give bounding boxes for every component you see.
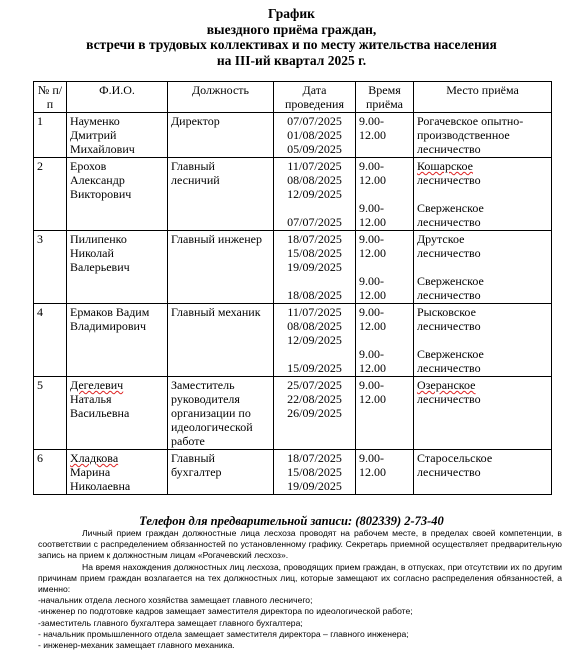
row-position: Главный инженер bbox=[168, 231, 274, 304]
row-fio: Ерохов Александр Викторович bbox=[67, 158, 168, 231]
row-place: Рогачевское опытно- производственное лесничество bbox=[414, 113, 552, 158]
row-position: Заместитель руководителя организации по идеологической работе bbox=[168, 377, 274, 450]
row-num: 5 bbox=[34, 377, 67, 450]
notes-item: -инженер по подготовке кадров замещает заместителя директора по идеологической работе; bbox=[38, 606, 413, 617]
title-line-2: выездного приёма граждан, bbox=[206, 21, 377, 37]
title-line-1: График bbox=[268, 6, 315, 21]
row-fio: Дегелевич Наталья Васильевна bbox=[67, 377, 168, 450]
row-dates: 18/07/2025 15/08/2025 19/09/2025 bbox=[274, 450, 356, 495]
row-num: 1 bbox=[34, 113, 67, 158]
phone-line: Телефон для предварительной записи: (802339) 2-73-40 bbox=[139, 514, 444, 528]
header-time: Время приёма bbox=[356, 82, 414, 113]
row-dates: 11/07/2025 08/08/2025 12/09/2025 07/07/2025 bbox=[274, 158, 356, 231]
notes-paragraph-1: Личный прием граждан должностные лица лесхоза проводят на рабочем месте, в пределах своей компетенции, в соответствии с распределением обязанностей по установленному графику. Секретарь приемной осуществляет предварительную запись на прием к должностным лицам «Рогачевский лесхоз». bbox=[38, 528, 562, 561]
table-row bbox=[34, 158, 552, 231]
table-row bbox=[34, 304, 552, 377]
row-time: 9.00- 12.00 bbox=[356, 377, 414, 450]
row-time: 9.00- 12.00 9.00- 12.00 bbox=[356, 231, 414, 304]
row-place: Друтское лесничество Сверженское лесничество bbox=[414, 231, 552, 304]
document-title bbox=[0, 6, 583, 68]
row-position: Главный бухгалтер bbox=[168, 450, 274, 495]
notes-item: - инженер-механик замещает главного механика. bbox=[38, 640, 235, 651]
row-fio: Хладкова Марина Николаевна bbox=[67, 450, 168, 495]
table-row bbox=[34, 450, 552, 495]
row-dates: 25/07/2025 22/08/2025 26/09/2025 bbox=[274, 377, 356, 450]
header-position: Должность bbox=[168, 82, 274, 113]
notes-section bbox=[38, 528, 562, 651]
header-date: Дата проведения bbox=[274, 82, 356, 113]
row-time: 9.00- 12.00 9.00- 12.00 bbox=[356, 304, 414, 377]
notes-item: -начальник отдела лесного хозяйства замещает главного лесничего; bbox=[38, 595, 313, 606]
row-position: Главный механик bbox=[168, 304, 274, 377]
row-fio: Науменко Дмитрий Михайлович bbox=[67, 113, 168, 158]
schedule-table bbox=[33, 81, 552, 495]
row-fio: Ермаков Вадим Владимирович bbox=[67, 304, 168, 377]
header-num: № п/п bbox=[34, 82, 67, 113]
row-num: 2 bbox=[34, 158, 67, 231]
row-num: 4 bbox=[34, 304, 67, 377]
notes-item: -заместитель главного бухгалтера замещает главного бухгалтера; bbox=[38, 617, 303, 628]
notes-item: - начальник промышленного отдела замещает заместителя директора – главного инженера; bbox=[38, 628, 409, 639]
row-dates: 11/07/2025 08/08/2025 12/09/2025 15/09/2025 bbox=[274, 304, 356, 377]
row-time: 9.00- 12.00 bbox=[356, 450, 414, 495]
table-row bbox=[34, 113, 552, 158]
row-position: Главный лесничий bbox=[168, 158, 274, 231]
row-dates: 18/07/2025 15/08/2025 19/09/2025 18/08/2025 bbox=[274, 231, 356, 304]
table-row bbox=[34, 377, 552, 450]
notes-paragraph-2: На время нахождения должностных лиц лесхоза, проводящих прием граждан, в отпусках, при отсутствии их по другим причинам прием граждан возлагается на тех должностных лиц, которые замещают их согласно распределения обязанностей, а именно: bbox=[38, 561, 562, 595]
row-place: Кошарское лесничество Сверженское лесничество bbox=[414, 158, 552, 231]
row-place: Озеранское лесничество bbox=[414, 377, 552, 450]
row-fio: Пилипенко Николай Валерьевич bbox=[67, 231, 168, 304]
header-fio: Ф.И.О. bbox=[67, 82, 168, 113]
row-place: Рысковское лесничество Сверженское лесничество bbox=[414, 304, 552, 377]
row-dates: 07/07/2025 01/08/2025 05/09/2025 bbox=[274, 113, 356, 158]
header-place: Место приёма bbox=[414, 82, 552, 113]
row-num: 3 bbox=[34, 231, 67, 304]
table-row bbox=[34, 231, 552, 304]
row-num: 6 bbox=[34, 450, 67, 495]
table-header-row bbox=[34, 82, 552, 113]
title-line-3: встречи в трудовых коллективах и по месту жительства населения bbox=[86, 37, 497, 52]
row-time: 9.00- 12.00 9.00- 12.00 bbox=[356, 158, 414, 231]
title-line-4: на III-ий квартал 2025 г. bbox=[216, 52, 367, 68]
row-time: 9.00- 12.00 bbox=[356, 113, 414, 158]
row-place: Старосельское лесничество bbox=[414, 450, 552, 495]
row-position: Директор bbox=[168, 113, 274, 158]
